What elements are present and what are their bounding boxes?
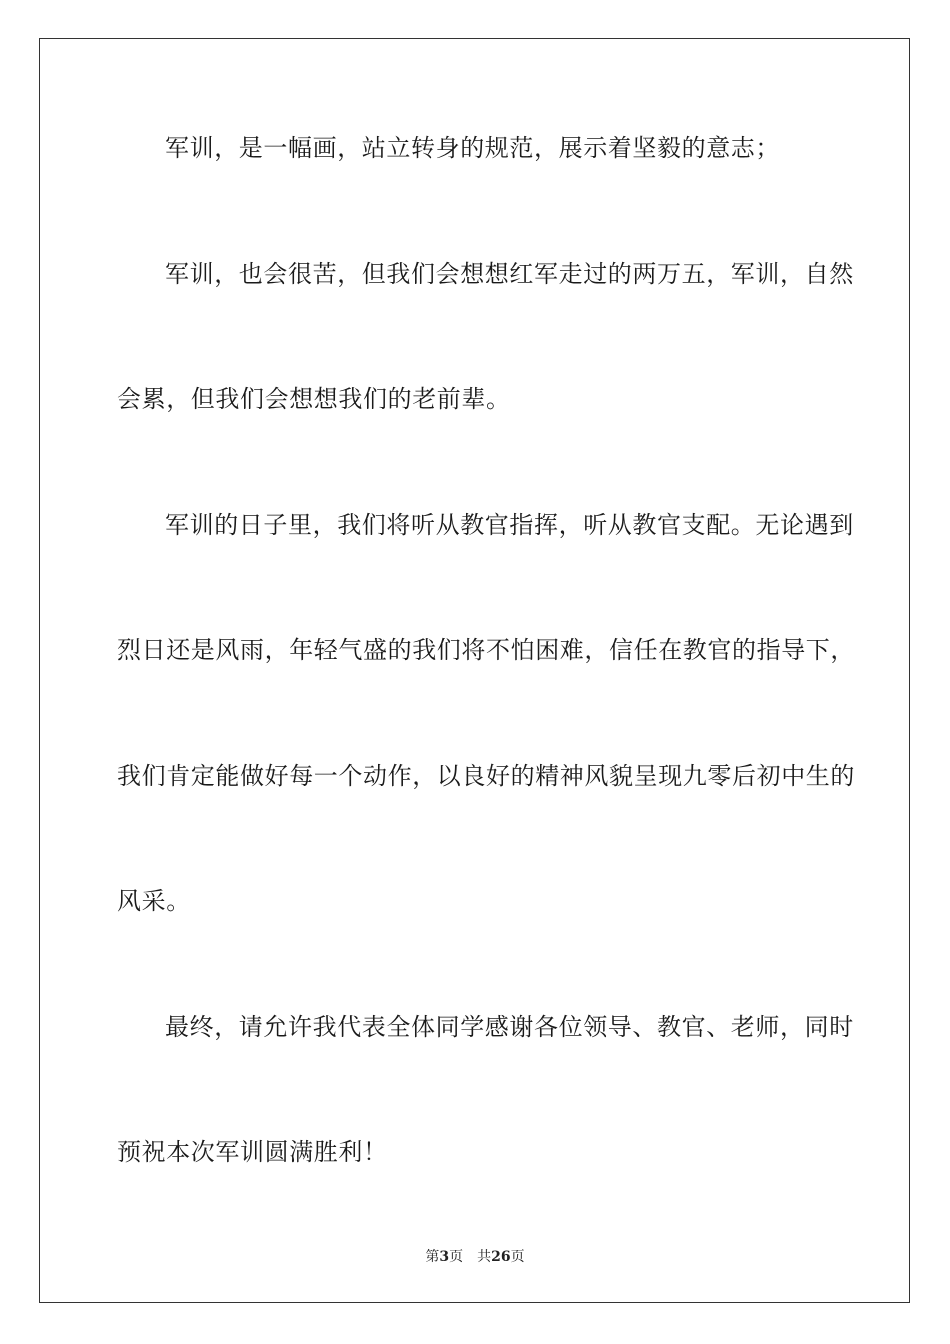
paragraph-3-line-4: 风采。	[117, 887, 191, 915]
total-prefix: 共	[477, 1249, 492, 1265]
total-suffix: 页	[510, 1249, 525, 1265]
page-prefix: 第	[425, 1249, 440, 1265]
paragraph-4-line-2: 预祝本次军训圆满胜利！	[117, 1138, 388, 1166]
page-footer	[0, 1247, 950, 1267]
paragraph-3-line-3: 我们肯定能做好每一个动作，以良好的精神风貌呈现九零后初中生的	[117, 762, 855, 790]
total-pages: 26	[491, 1249, 511, 1265]
paragraph-4-line-1: 最终，请允许我代表全体同学感谢各位领导、教官、老师，同时	[165, 1013, 854, 1041]
paragraph-1-line-1: 军训，是一幅画，站立转身的规范，展示着坚毅的意志；	[165, 134, 780, 162]
page-border	[39, 38, 910, 1303]
paragraph-2-line-1: 军训，也会很苦，但我们会想想红军走过的两万五，军训，自然	[165, 260, 854, 288]
page-number: 3	[439, 1249, 450, 1265]
page-suffix: 页	[449, 1249, 464, 1265]
paragraph-3-line-1: 军训的日子里，我们将听从教官指挥，听从教官支配。无论遇到	[165, 511, 854, 539]
paragraph-2-line-2: 会累，但我们会想想我们的老前辈。	[117, 385, 511, 413]
paragraph-3-line-2: 烈日还是风雨，年轻气盛的我们将不怕困难，信任在教官的指导下，	[117, 636, 855, 664]
